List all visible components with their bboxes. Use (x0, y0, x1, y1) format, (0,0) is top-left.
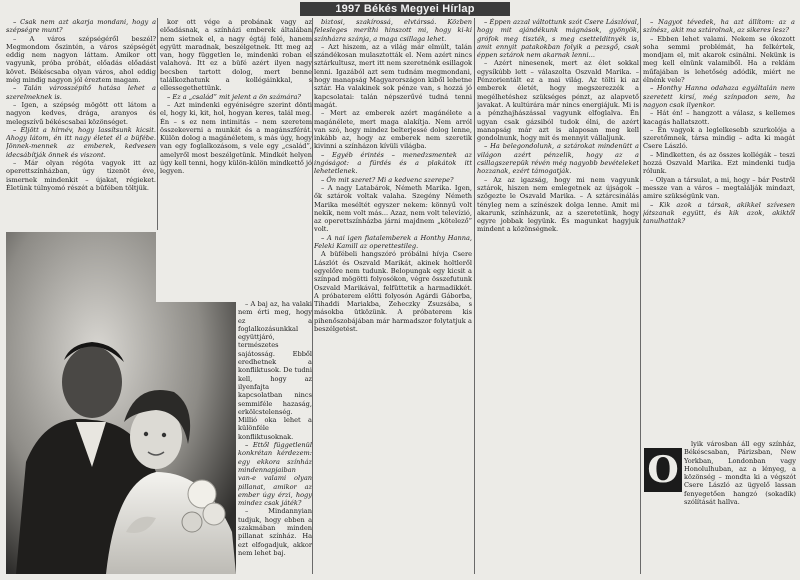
article-paragraph: – Már olyan régóta vagyok itt az operettszínházban, úgy tizenöt éve, ismernek mindenkit – újakat, régieket. Életünk túlnyomó részét a büfében töltjük. (6, 159, 156, 192)
article-paragraph: – A város szépségéről beszél? Megmondom őszintén, a város szépségét eddig nem nagyon láttam. Amikor ott vagyunk, próba próbát, előadás előadást követ. Békéscsaba olyan város, ahol eddig még mindig nagyon jól éreztem magam. (6, 34, 156, 85)
column-rule (640, 18, 641, 574)
article-paragraph: – Ha belegondolunk, a sztárokat mindenütt a világon azért pénzelik, hogy az a csillagszerepük révén még nagyobb bevételeket hozzanak, ezért támogatják. (477, 142, 639, 176)
article-paragraph: – Csak nem azt akarja mondani, hogy a szépségre munt? (6, 18, 156, 35)
article-paragraph: – Én vagyok a leglelkesebb szurkolója a szeretőmnek, társa mindig – adta ki magát Csere László. (643, 125, 795, 151)
column-rule (474, 18, 475, 574)
article-paragraph: – Mindannyian tudjuk, hogy ebben a szakmában minden pillanat színház. Ha ezt elfogadjuk, akkor nem lehet baj. (238, 507, 312, 557)
masthead: 1997 Békés Megyei Hírlap (300, 2, 510, 16)
article-paragraph: – Eljött a hírnév, hogy lassítsunk kicsit. Ahogy látom, én itt nagy életet él a büfébe. Jönnek-mennek az emberek, kedvesen idecsábítják önnek és viszont. (6, 125, 156, 159)
column-3 (314, 18, 472, 576)
article-paragraph: – Mert az emberek azért magánélete a magánélete, mert maga alakítja. Nem arról van szó, hogy mindez belterjessé dolog lenne, inkább az, hogy az emberek nem szeretik kivinni a színházon kívüli világba. (314, 109, 472, 151)
article-paragraph: kor ott vége a probának vagy az előadásnak, a színházi emberek általában nem sietnek el, a nagy égtáj felé, hanem együtt maradnak, beszélgetnek. Itt meg az van, hogy független le, mindenki roban el valahová. Itt ez a büfé azért ilyen nagy becsben tartott dolog, mert benne találkozhatunk a kollégáinkkal, s ellessegethettünk. (160, 18, 312, 93)
article-paragraph: – Igen, a szépség mögött ott látom a nagyon kedves, drága, aranyos és melegszívű békéscsabai közönséget. (6, 100, 156, 126)
article-paragraph: – A nai igen fiatalemberek a Honthy Hanna, Feleki Kamill az operettestileg. (314, 233, 472, 251)
article-paragraph: – Talán városszépítő hatása lehet a szerelmeknek is. (6, 84, 156, 101)
article-paragraph: – Mindketten, és az összes kollégák – teszi hozzá Oszvald Marika. Ezt mindenki tudja rólunk. (643, 150, 795, 176)
column-1 (6, 18, 156, 228)
couple-photograph (6, 232, 236, 574)
article-paragraph: – Éppen azzal váltottunk szót Csere Lászlóval, hogy mit ajándékunk mágnások, gyönyök, grófok meg tiszték, s meg csettelditnyék is, amit ennyit patakokban folyik a pezsgő, csak éppen sztárok nem akarnak lenni... (477, 18, 639, 60)
article-paragraph: – Azt hiszem, az a világ már elmúlt, talán szándékosan mulasztották el. Nem azért nincs sztárkultusz, mert itt nem szeretnénk esillagok lenni. Igazából azt sem tudnám megmondani, hogy manapság Magyarországon kiből lehetne sztár. Ha valakinek sok pénze van, s hozzá jó kapcsolatai: talán népszerűvé tudná tenni magát. (314, 42, 472, 109)
article-paragraph: – Azért ninesenek, mert az élet sokkal egysíkúbb lett – válaszolta Oszvald Marika. – Pénzorientált ez a mai világ. Az tölti ki az emberek életét, hogy megszerezzék a megélhetéshez szükséges pénzt, az alapvető javakat. A kultúrára már nincs energiájuk. Mi is a pénzhajhászással vagyunk elfoglalva. Én ugyan csak gázsiból tudok élni, de azért manapság már azt is alaposan meg kell gondolnunk, hogy mit és mennyit vállaljunk. (477, 59, 639, 143)
column-5-lower (684, 440, 796, 570)
article-paragraph: – Ön mit szeret? Mi a kedvenc szerepe? (321, 175, 454, 184)
article-paragraph: – Kik azok a társak, akikkel szívesen játszanak együtt, és kik azok, akiktől tanulhattak? (643, 200, 795, 226)
column-rule (157, 18, 158, 230)
drop-cap-initial: O (644, 448, 682, 492)
article-paragraph: – Ettől függetlenül konkrétan kérdezem: egy ekkora színház mindennapjaiban van-e valami olyan pillanat, amikor az ember úgy érzi, hogy mindez csak játék? (238, 441, 312, 508)
article-paragraph: – Ez a „család” mit jelent a ön számára? (167, 92, 301, 101)
column-1-lower (238, 300, 312, 570)
article-paragraph: – Ebben lehet valami. Nekem se ókozott soha semmi problémát, ha felkértek, mondjam el, mit akarok csinálni. Nekünk is meg kell elnünk valamiből. Ha a reklám műfajában is lehetőség adódik, miért ne élnénk vele? (643, 34, 795, 85)
article-paragraph: – Olyan a társulat, a mi, hogy – bár Pestről messze van a város – megtalálják mindazt, amire szükségünk van. (643, 175, 795, 201)
article-paragraph: biztosi, szakírossá, elvtárssá. Közben felesleges meríthi hinszott mi, hogy ki-ki színházra szánja, a maga csillaga lehet. (314, 18, 472, 43)
article-paragraph: – Hát én! – hangzott a válasz, s kellemes kacagás hallatszott. (643, 109, 795, 126)
article-paragraph: – A nagy Latabárok, Németh Marika. Igen, ők sztárok voltak valaha. Szegény Németh Marika meséltét egyszer nekem: könnyű volt nekik, nem volt más... Azaz, nem volt televízió, az operettszínházba járni majdnem „kötelező” volt. (314, 183, 472, 234)
article-paragraph: – A baj az, ha valaki nem érti meg, hogy ez a foglalkozásunkkal együttjáró, természetes sajátosság. Ebből eredhetnek a konfliktusok. De tudni kell, hogy az ilyenfajta kapcsolatban nincs semmiféle hazaság, erkölcstelenség. Millió oka lehet a különféle konfliktusoknak. (238, 300, 312, 441)
column-5 (643, 18, 795, 448)
article-paragraph: – Az az igazság, hogy mi nem vagyunk sztárok, hiszen nem emlegetnek az újságok – szögezte le Oszvald Marika. – A sztárcsinálás tényleg nem a színészek dolga lenne. Amit mi akarunk, színházunk, az a szeretetünk, hogy egyre jobbak legyünk. És magunkat hagyjuk mindent a közönségnek. (477, 175, 639, 234)
column-rule (312, 18, 313, 574)
article-paragraph: lyik városban áll egy színház, Békéscsaban, Párizsban, New Yorkban, Londonban vagy Honolulhuban, az a lényeg, a közönség – mondta ki a végszót Csere László az ügyelő lassan fenyegetően hangzó (sokadik) szólítását hallva. (684, 440, 796, 507)
article-paragraph: – Honthy Hanna odahaza egyáltalán nem szeretett kirsí, még színpadon sem, ha nagyon csak ilyenkor. (643, 84, 795, 109)
article-paragraph: – Egyéb érintés – menedzsmentek az ingóságot: a fürdés és a plakátok itt lehetetlenek. (314, 150, 472, 176)
article-paragraph: – Nagyot tévedek, ha azt állítom: az a színész, akit ma sztárolnak, az sikeres lesz? (643, 18, 795, 35)
article-paragraph: A büfébeli hangszóró próbálni hívja Csere Lászlót és Oszvald Marikát, akinek holtleről egyelőre nem tudunk. Belopungak egy kicsit a színpad mögötti folyosókon, végre összefutunk Oszvald Marikával, felfüttetik a harmadikkét. A próbaterem előtti folyosón Agárdi Gáborba, Tihaddi Mariakba, Zeheczky Zsuzsába, s másokba ütközünk. A próbaterem kis pihenőszobájában már harmadszor folytatjuk a beszélgetést. (314, 250, 472, 333)
column-4 (477, 18, 639, 576)
article-paragraph: – Azt mindenki egyéniségre szerint dönti el, hogy ki, kit, hol, hogyan keres, talál meg. Én – s ez nem intimitás – nem szeretem összekeverni a munkát és a magánszférát. Külön dolog a magánéletem, s más úgy, hogy van egy foglalkozásom, s vele egy „család”, amelyről most beszélgetünk. Mindkét helyen úgy kell tenni, hogy külön-külön mindkettő jó legyen. (160, 100, 312, 176)
